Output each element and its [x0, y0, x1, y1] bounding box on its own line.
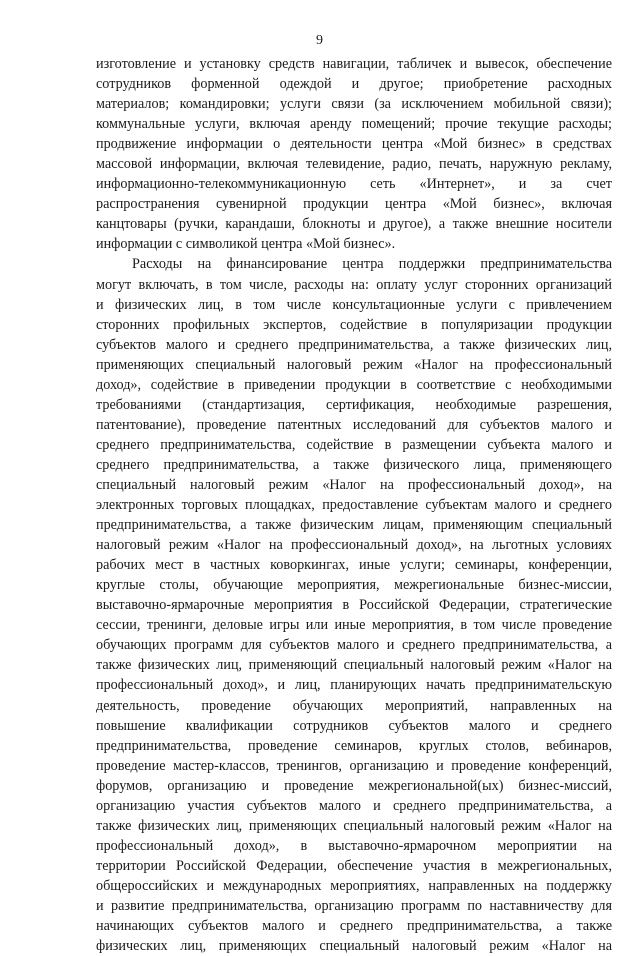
- text-line: и физических лиц, в том числе консультационные услуги с привлечением: [96, 296, 612, 313]
- text-line: форумов, организацию и проведение межрегиональной(ых) бизнес-миссий,: [96, 777, 612, 794]
- text-line: изготовление и установку средств навигации, табличек и вывесок, обеспечение: [96, 56, 612, 72]
- text-line: начинающих субъектов малого и среднего предпринимательства, а также: [96, 918, 612, 935]
- text-line: обучающих программ для субъектов малого и среднего предпринимательства, а: [96, 637, 612, 654]
- page-number: 9: [316, 33, 323, 48]
- text-line: выставочно-ярмарочные мероприятия в Российской Федерации, стратегические: [96, 597, 612, 614]
- text-line: и развитие предпринимательства, организацию программ по наставничеству для: [96, 897, 612, 914]
- text-line: массовой информации, включая телевидение, радио, печать, наружную рекламу,: [96, 156, 612, 173]
- text-line: предпринимательства, проведение семинаров, круглых столов, вебинаров,: [96, 737, 612, 754]
- text-line: сторонних профильных экспертов, содействие в популяризации продукции: [96, 316, 612, 333]
- document-body: [96, 54, 612, 956]
- text-line: круглые столы, обучающие мероприятия, межрегиональные бизнес-миссии,: [96, 577, 612, 594]
- text-line: применяющих специальный налоговый режим «Налог на профессиональный: [96, 356, 612, 373]
- paragraph-support-center-expenses: [96, 254, 612, 956]
- text-line: Расходы на финансирование центра поддержки предпринимательства: [132, 256, 612, 273]
- text-line: доход», содействие в приведении продукции в соответствие с необходимыми: [96, 376, 612, 393]
- text-line: организацию участия субъектов малого и среднего предпринимательства, а: [96, 797, 612, 814]
- text-line: проведение мастер-классов, тренингов, организацию и проведение конференций,: [96, 757, 612, 774]
- text-line: также физических лиц, применяющий специальный налоговый режим «Налог на: [96, 657, 612, 674]
- text-line: патентование), проведение патентных исследований для субъектов малого и: [96, 416, 612, 433]
- text-line: сотрудников форменной одеждой и другое; приобретение расходных: [96, 76, 612, 93]
- text-line: специальный налоговый режим «Налог на профессиональный доход», на: [96, 476, 612, 493]
- text-line: также физических лиц, применяющих специальный налоговый режим «Налог на: [96, 817, 612, 834]
- text-line: рабочих мест в частных коворкингах, иные услуги; семинары, конференции,: [96, 557, 612, 574]
- text-line: могут включать, в том числе, расходы на: оплату услуг сторонних организаций: [96, 276, 612, 293]
- text-line: профессиональный доход», в выставочно-ярмарочном мероприятии на: [96, 837, 612, 854]
- text-line: материалов; командировки; услуги связи (за исключением мобильной связи);: [96, 96, 612, 113]
- text-line: повышение квалификации сотрудников субъектов малого и среднего: [96, 717, 612, 734]
- text-line: распространения сувенирной продукции центра «Мой бизнес», включая: [96, 196, 612, 213]
- text-line: информации с символикой центра «Мой бизнес».: [96, 236, 396, 253]
- text-line: деятельность, проведение обучающих мероприятий, направленных на: [96, 697, 612, 714]
- text-line: информационно-телекоммуникационную сеть «Интернет», и за счет: [96, 176, 612, 193]
- text-line: физических лиц, применяющих специальный налоговый режим «Налог на: [96, 938, 612, 955]
- text-line: субъектов малого и среднего предпринимательства, а также физических лиц,: [96, 336, 612, 353]
- text-line: территории Российской Федерации, обеспечение участия в межрегиональных,: [96, 857, 612, 874]
- text-line: требованиями (стандартизация, сертификация, необходимые разрешения,: [96, 396, 612, 413]
- paragraph-expenses-list: [96, 54, 612, 254]
- text-line: канцтовары (ручки, карандаши, блокноты и другое), а также внешние носители: [96, 216, 612, 233]
- text-line: налоговый режим «Налог на профессиональный доход», на льготных условиях: [96, 537, 612, 554]
- text-line: сессии, тренинги, деловые игры или иные мероприятия, в том числе проведение: [96, 617, 612, 634]
- text-line: среднего предпринимательства, содействие в размещении субъекта малого и: [96, 436, 612, 453]
- text-line: среднего предпринимательства, а также физического лица, применяющего: [96, 456, 612, 473]
- text-line: коммунальные услуги, включая аренду помещений; прочие текущие расходы;: [96, 116, 612, 133]
- text-line: продвижение информации о деятельности центра «Мой бизнес» в средствах: [96, 136, 612, 153]
- text-line: предпринимательства, а также физическим лицам, применяющим специальный: [96, 517, 612, 534]
- text-line: профессиональный доход», и лиц, планирующих начать предпринимательскую: [96, 677, 612, 694]
- text-line: общероссийских и международных мероприятиях, направленных на поддержку: [96, 877, 612, 894]
- text-line: электронных торговых площадках, предоставление субъектам малого и среднего: [96, 497, 612, 514]
